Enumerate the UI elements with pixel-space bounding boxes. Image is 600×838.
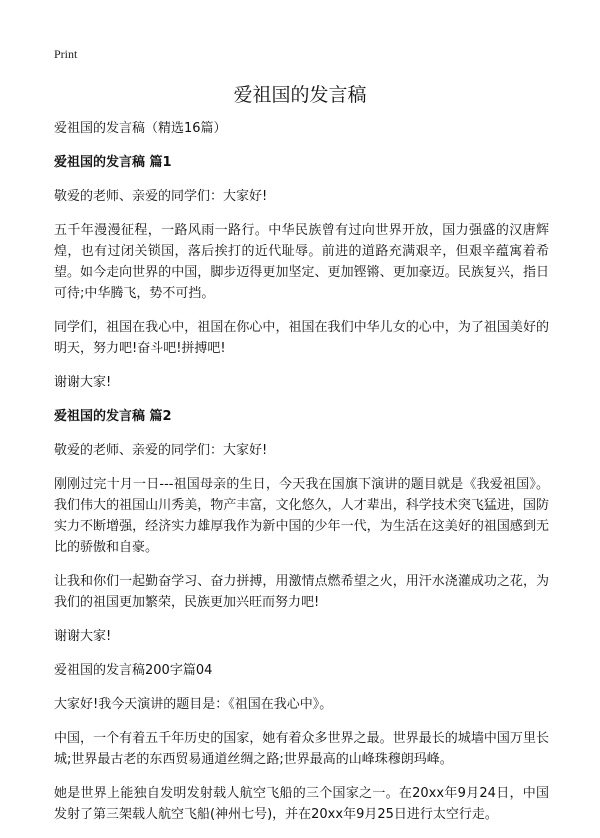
document-title: 爱祖国的发言稿 — [233, 84, 367, 106]
greeting-paragraph: 大家好!我今天演讲的题目是：《祖国在我心中》。 — [54, 697, 333, 712]
greeting-paragraph: 敬爱的老师、亲爱的同学们：大家好! — [54, 189, 268, 204]
document-subtitle: 爱祖国的发言稿（精选16篇） — [54, 121, 227, 136]
print-link[interactable]: Print — [54, 47, 78, 61]
greeting-paragraph: 敬爱的老师、亲爱的同学们：大家好! — [54, 443, 268, 458]
body-paragraph: 中国，一个有着五千年历史的国家，她有着众多世界之最。世界最长的城墙中国万里长城;世界最古老的东西贸易通道丝绸之路;世界最高的山峰珠穆朗玛峰。 — [54, 731, 549, 767]
body-paragraph: 她是世界上能独自发明发射载人航空飞船的三个国家之一。在20xx年9月24日，中国发射了第三架载人航空飞船(神州七号)，并在20xx年9月25日进行太空行走。 — [54, 786, 549, 822]
document-body — [54, 118, 549, 838]
body-paragraph: 同学们，祖国在我心中，祖国在你心中，祖国在我们中华儿女的心中，为了祖国美好的明天，努力吧!奋斗吧!拼搏吧! — [54, 320, 549, 356]
section-heading: 爱祖国的发言稿 篇1 — [54, 155, 172, 170]
body-paragraph: 让我和你们一起勤奋学习、奋力拼搏，用激情点燃希望之火，用汗水浇灌成功之花，为我们的祖国更加繁荣，民族更加兴旺而努力吧! — [54, 574, 549, 610]
closing-paragraph: 谢谢大家! — [54, 375, 112, 390]
body-paragraph: 刚刚过完十月一日---祖国母亲的生日，今天我在国旗下演讲的题目就是《我爱祖国》。我们伟大的祖国山川秀美，物产丰富，文化悠久，人才辈出，科学技术突飞猛进，国防实力不断增强，经济实力雄厚我作为新中国的少年一代，为生活在这美好的祖国感到无比的骄傲和自豪。 — [54, 477, 549, 555]
section-title: 爱祖国的发言稿200字篇04 — [54, 663, 213, 678]
body-paragraph: 五千年漫漫征程，一路风雨一路行。中华民族曾有过向世界开放，国力强盛的汉唐辉煌，也有过闭关锁国，落后挨打的近代耻辱。前进的道路充满艰辛，但艰辛蕴寓着希望。如今走向世界的中国，脚步迈得更加坚定、更加铿锵、更加豪迈。民族复兴，指日可待;中华腾飞，势不可挡。 — [54, 223, 549, 301]
closing-paragraph: 谢谢大家! — [54, 629, 112, 644]
section-heading: 爱祖国的发言稿 篇2 — [54, 409, 172, 424]
